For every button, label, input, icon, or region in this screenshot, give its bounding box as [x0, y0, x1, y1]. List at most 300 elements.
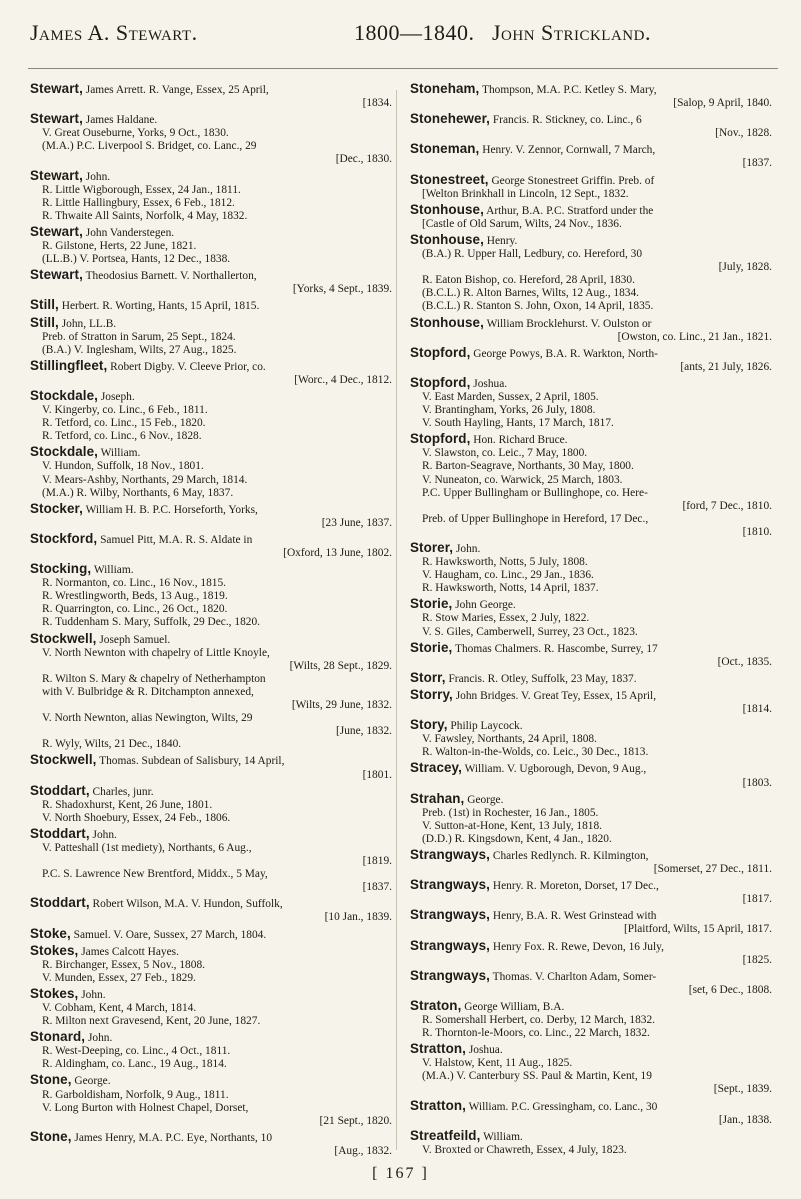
entry-line: R. Thwaite All Saints, Norfolk, 4 May, 1832. — [42, 209, 248, 222]
entry-text: George Stonestreet Griffin. Preb. of — [491, 174, 655, 187]
entry-first-line — [30, 562, 398, 577]
header-rule — [28, 68, 778, 69]
entry-text: Charles, junr. — [92, 785, 154, 798]
entry-surname: Storie, — [410, 596, 453, 612]
register-entry — [410, 82, 778, 110]
register-entry — [410, 346, 778, 374]
entry-line: (B.C.L.) R. Stanton S. John, Oxon, 14 April, 1835. — [422, 300, 654, 313]
entry-text: Henry. V. Zennor, Cornwall, 7 March, — [482, 144, 656, 157]
left-column — [30, 82, 398, 1157]
entry-first-line — [410, 316, 778, 331]
register-entry — [410, 1099, 778, 1127]
register-entry — [30, 562, 398, 629]
entry-line: V. Mears-Ashby, Northants, 29 March, 1814. — [42, 473, 248, 486]
register-entry — [30, 169, 398, 223]
entry-line: R. Walton-in-the-Wolds, co. Leic., 30 Dec., 1813. — [422, 746, 649, 759]
entry-text: John. — [87, 1032, 113, 1045]
entry-line: (M.A.) P.C. Liverpool S. Bridget, co. Lanc., 29 — [42, 140, 257, 153]
entry-line: R. Somershall Herbert, co. Derby, 12 March, 1832. — [422, 1014, 656, 1026]
entry-first-line — [410, 761, 778, 776]
entry-text: James Haldane. — [85, 114, 158, 127]
entry-surname: Straton, — [410, 997, 462, 1013]
entry-continuation: [Owston, co. Linc., 21 Jan., 1821. — [617, 330, 772, 343]
entry-surname: Stratton, — [410, 1041, 466, 1057]
register-entry — [30, 112, 398, 166]
entry-line: R. Aldingham, co. Lanc., 19 Aug., 1814. — [42, 1058, 227, 1071]
entry-surname: Stoddart, — [30, 825, 90, 841]
entry-text: Thomas. V. Charlton Adam, Somer- — [492, 970, 657, 983]
entry-text: James Calcott Hayes. — [81, 945, 179, 958]
entry-continuation: [1834. — [362, 97, 392, 110]
entry-surname: Stoke, — [30, 925, 71, 941]
register-entry — [30, 298, 398, 313]
register-entry — [410, 233, 778, 314]
entry-continuation: [Wilts, 28 Sept., 1829. — [289, 659, 392, 672]
entry-first-line — [30, 632, 398, 647]
entry-text: Joshua. — [473, 377, 508, 390]
entry-text: Francis. R. Stickney, co. Linc., 6 — [492, 114, 642, 127]
entry-continuation: [1810. — [742, 525, 772, 538]
register-entry — [30, 359, 398, 387]
entry-line: (B.A.) R. Upper Hall, Ledbury, co. Hereford, 30 — [422, 248, 643, 261]
entry-text: William. — [100, 447, 141, 460]
entry-text: Thompson, M.A. P.C. Ketley S. Mary, — [482, 84, 657, 96]
entry-first-line — [30, 389, 398, 404]
entry-first-line — [410, 641, 778, 656]
entry-text: Robert Digby. V. Cleeve Prior, co. — [110, 360, 266, 373]
entry-line: V. South Hayling, Hants, 17 March, 1817. — [422, 417, 614, 430]
entry-line: P.C. Upper Bullingham or Bullinghope, co. Here- — [422, 486, 648, 499]
entry-surname: Strangways, — [410, 967, 490, 983]
entry-line: V. Kingerby, co. Linc., 6 Feb., 1811. — [42, 404, 208, 417]
entry-first-line — [410, 432, 778, 447]
register-entry — [30, 896, 398, 924]
entry-surname: Storr, — [410, 669, 446, 685]
entry-first-line — [30, 316, 398, 331]
entry-first-line — [30, 896, 398, 911]
entry-continuation: [Wilts, 29 June, 1832. — [291, 699, 392, 712]
entry-line: V. Halstow, Kent, 11 Aug., 1825. — [422, 1057, 573, 1070]
entry-line: R. Hawksworth, Notts, 5 July, 1808. — [422, 556, 588, 569]
entry-continuation: [1817. — [742, 893, 772, 906]
entry-first-line — [410, 1129, 778, 1144]
entry-continuation: [July, 1828. — [718, 261, 772, 274]
entry-continuation: [Aug., 1832. — [334, 1144, 392, 1157]
entry-continuation: [10 Jan., 1839. — [324, 911, 392, 924]
entry-surname: Stockford, — [30, 530, 98, 546]
entry-text: William Brocklehurst. V. Oulston or — [486, 317, 652, 330]
register-entry — [30, 532, 398, 560]
entry-first-line — [410, 233, 778, 248]
entry-surname: Still, — [30, 297, 59, 313]
entry-surname: Storie, — [410, 639, 453, 655]
entry-continuation: [Worc., 4 Dec., 1812. — [294, 373, 392, 386]
entry-first-line — [30, 1073, 398, 1088]
entry-line: V. Nuneaton, co. Warwick, 25 March, 1803. — [422, 473, 623, 486]
entry-surname: Stokes, — [30, 985, 79, 1001]
entry-first-line — [410, 792, 778, 807]
header-center: 1800—1840. — [354, 20, 475, 45]
entry-text: Thomas. Subdean of Salisbury, 14 April, — [99, 755, 285, 768]
entry-surname: Stewart, — [30, 223, 83, 239]
entry-surname: Stone, — [30, 1072, 72, 1088]
entry-line: V. North Shoebury, Essex, 24 Feb., 1806. — [42, 811, 231, 824]
column-divider — [396, 90, 397, 1150]
header-right: John Strickland. — [492, 20, 651, 45]
entry-first-line — [30, 753, 398, 768]
entry-first-line — [410, 688, 778, 703]
register-entry — [30, 944, 398, 985]
entry-continuation: [Oct., 1835. — [717, 655, 772, 668]
entry-text: Joshua. — [468, 1044, 503, 1057]
entry-text: Henry. — [486, 234, 518, 247]
entry-line: R. Quarrington, co. Linc., 26 Oct., 1820. — [42, 603, 228, 616]
entry-line: R. Eaton Bishop, co. Hereford, 28 April, 1830. — [422, 274, 635, 287]
entry-surname: Stratton, — [410, 1097, 466, 1113]
entry-continuation: [Sept., 1839. — [713, 1083, 772, 1096]
register-entry — [410, 173, 778, 201]
entry-line: R. Thornton-le-Moors, co. Linc., 22 March, 1832. — [422, 1027, 650, 1040]
entry-text: Arthur, B.A. P.C. Stratford under the — [486, 204, 654, 217]
entry-text: Hon. Richard Bruce. — [473, 434, 568, 447]
register-entry — [30, 753, 398, 781]
register-entry — [410, 203, 778, 231]
entry-first-line — [410, 878, 778, 893]
register-entry — [30, 268, 398, 296]
entry-continuation: [1837. — [362, 881, 392, 894]
entry-surname: Story, — [410, 717, 448, 733]
running-head — [0, 12, 801, 52]
entry-continuation: [ford, 7 Dec., 1810. — [682, 499, 772, 512]
entry-text: William. V. Ugborough, Devon, 9 Aug., — [464, 763, 647, 776]
entry-line: R. West-Deeping, co. Linc., 4 Oct., 1811. — [42, 1045, 231, 1058]
entry-first-line — [30, 298, 398, 313]
entry-first-line — [410, 718, 778, 733]
register-entry — [30, 1030, 398, 1071]
entry-line: R. Stow Maries, Essex, 2 July, 1822. — [422, 612, 590, 625]
entry-line: R. Shadoxhurst, Kent, 26 June, 1801. — [42, 798, 213, 811]
entry-text: George William, B.A. — [464, 1000, 565, 1013]
entry-continuation: [Nov., 1828. — [715, 127, 772, 140]
entry-surname: Still, — [30, 314, 59, 330]
entry-line: (M.A.) V. Canterbury SS. Paul & Martin, Kent, 19 — [422, 1070, 652, 1083]
register-entry — [410, 688, 778, 716]
entry-surname: Stopford, — [410, 344, 471, 360]
entry-continuation: [Salop, 9 April, 1840. — [673, 97, 772, 110]
entry-line: R. Little Hallingbury, Essex, 6 Feb., 1812. — [42, 196, 235, 209]
entry-line: Preb. of Upper Bullinghope in Hereford, 17 Dec., — [422, 512, 649, 525]
entry-surname: Stocking, — [30, 561, 92, 577]
register-entry — [410, 878, 778, 906]
entry-surname: Stonhouse, — [410, 201, 484, 217]
entry-line: V. North Newnton with chapelry of Little Knoyle, — [42, 646, 270, 659]
entry-surname: Stockwell, — [30, 752, 97, 768]
entry-line: V. Long Burton with Holnest Chapel, Dorset, — [42, 1101, 249, 1114]
entry-surname: Stone, — [30, 1128, 72, 1144]
entry-line: R. Tetford, co. Linc., 15 Feb., 1820. — [42, 417, 206, 430]
register-entry — [30, 389, 398, 443]
entry-text: John Vanderstegen. — [85, 226, 175, 239]
entry-continuation: [Oxford, 13 June, 1802. — [283, 547, 392, 559]
right-column — [410, 82, 778, 1157]
entry-surname: Streatfeild, — [410, 1127, 481, 1143]
entry-first-line — [410, 203, 778, 218]
entry-surname: Stracey, — [410, 760, 462, 776]
register-entry — [30, 82, 398, 110]
entry-surname: Stoneman, — [410, 141, 480, 157]
entry-text: George. — [467, 793, 504, 806]
entry-first-line — [410, 908, 778, 923]
entry-line: Preb. (1st) in Rochester, 16 Jan., 1805. — [422, 806, 599, 819]
entry-first-line — [410, 939, 778, 954]
entry-continuation: [Somerset, 27 Dec., 1811. — [653, 863, 772, 876]
entry-line: R. Birchanger, Essex, 5 Nov., 1808. — [42, 958, 205, 971]
entry-continuation: [23 June, 1837. — [321, 516, 392, 529]
entry-line: R. Wrestlingworth, Beds, 13 Aug., 1819. — [42, 590, 228, 603]
entry-line: V. Slawston, co. Leic., 7 May, 1800. — [422, 447, 588, 460]
entry-text: William. — [93, 564, 134, 577]
entry-line: R. Barton-Seagrave, Northants, 30 May, 1800. — [422, 460, 634, 473]
entry-continuation: [ants, 21 July, 1826. — [680, 360, 772, 373]
entry-continuation: [1814. — [742, 703, 772, 716]
entry-line: V. S. Giles, Camberwell, Surrey, 23 Oct., 1823. — [422, 625, 638, 638]
entry-line: V. Fawsley, Northants, 24 April, 1808. — [422, 733, 597, 746]
entry-first-line — [410, 1042, 778, 1057]
entry-first-line — [410, 848, 778, 863]
register-entry — [410, 792, 778, 846]
entry-line: V. Haugham, co. Linc., 29 Jan., 1836. — [422, 569, 594, 582]
entry-first-line — [410, 999, 778, 1014]
entry-line: V. Hundon, Suffolk, 18 Nov., 1801. — [42, 460, 204, 473]
entry-first-line — [30, 169, 398, 184]
entry-text: Philip Laycock. — [450, 720, 523, 733]
entry-first-line — [410, 1099, 778, 1114]
entry-surname: Stewart, — [30, 82, 83, 96]
register-entry — [410, 718, 778, 759]
register-entry — [30, 632, 398, 752]
entry-first-line — [30, 927, 398, 942]
entry-surname: Strangways, — [410, 937, 490, 953]
register-entry — [410, 641, 778, 669]
entry-text: John. — [81, 988, 106, 1001]
entry-continuation: [1837. — [742, 157, 772, 170]
register-entry — [410, 939, 778, 967]
entry-line: V. Great Ouseburne, Yorks, 9 Oct., 1830. — [42, 127, 229, 140]
entry-line: V. East Marden, Sussex, 2 April, 1805. — [422, 390, 599, 403]
register-entry — [30, 445, 398, 499]
entry-line: R. Tetford, co. Linc., 6 Nov., 1828. — [42, 430, 202, 443]
entry-first-line — [30, 82, 398, 97]
entry-line: V. Brantingham, Yorks, 26 July, 1808. — [422, 404, 596, 417]
entry-continuation: [1803. — [742, 776, 772, 789]
entry-continuation: [set, 6 Dec., 1808. — [688, 983, 772, 996]
entry-surname: Stoddart, — [30, 895, 90, 911]
entry-surname: Stonehewer, — [410, 111, 490, 127]
entry-continuation: [Jan., 1838. — [718, 1113, 772, 1126]
entry-surname: Stockdale, — [30, 387, 98, 403]
entry-first-line — [30, 1130, 398, 1145]
entry-text: James Henry, M.A. P.C. Eye, Northants, 10 — [74, 1131, 273, 1144]
entry-first-line — [30, 359, 398, 374]
register-entry — [410, 432, 778, 539]
entry-continuation: [21 Sept., 1820. — [319, 1114, 392, 1127]
entry-text: Robert Wilson, M.A. V. Hundon, Suffolk, — [92, 898, 283, 911]
entry-text: Francis. R. Otley, Suffolk, 23 May, 1837. — [448, 672, 637, 685]
entry-text: Samuel Pitt, M.A. R. S. Aldate in — [100, 533, 253, 546]
entry-line: (B.C.L.) R. Alton Barnes, Wilts, 12 Aug., 1834. — [422, 287, 640, 300]
register-entry — [410, 908, 778, 936]
entry-text: Theodosius Barnett. V. Northallerton, — [85, 270, 257, 283]
entry-first-line — [410, 142, 778, 157]
entry-first-line — [410, 173, 778, 188]
entry-text: Samuel. V. Oare, Sussex, 27 March, 1804. — [73, 928, 267, 941]
entry-surname: Stoneham, — [410, 82, 480, 96]
entry-line: (M.A.) R. Wilby, Northants, 6 May, 1837. — [42, 486, 234, 499]
entry-first-line — [410, 969, 778, 984]
entry-line: [Welton Brinkhall in Lincoln, 12 Sept., 1832. — [422, 187, 629, 200]
register-entry — [30, 1130, 398, 1157]
entry-first-line — [30, 445, 398, 460]
register-entry — [410, 848, 778, 876]
entry-text: John. — [92, 828, 117, 841]
entry-surname: Stonhouse, — [410, 314, 484, 330]
entry-line: Preb. of Stratton in Sarum, 25 Sept., 1824. — [42, 330, 236, 343]
entry-text: Henry. R. Moreton, Dorset, 17 Dec., — [492, 880, 659, 893]
register-entry — [410, 999, 778, 1040]
entry-line: V. Broxted or Chawreth, Essex, 4 July, 1823. — [422, 1143, 627, 1156]
entry-text: Henry, B.A. R. West Grinstead with — [492, 910, 657, 923]
entry-surname: Storer, — [410, 540, 454, 555]
entry-first-line — [30, 268, 398, 283]
entry-line: V. Sutton-at-Hone, Kent, 13 July, 1818. — [422, 819, 603, 832]
entry-text: Joseph Samuel. — [99, 633, 171, 646]
entry-text: William H. B. P.C. Horseforth, Yorks, — [85, 503, 258, 516]
entry-surname: Stockwell, — [30, 630, 97, 646]
entry-line: V. Munden, Essex, 27 Feb., 1829. — [42, 971, 196, 984]
register-entry — [410, 142, 778, 170]
entry-line: R. Tuddenham S. Mary, Suffolk, 29 Dec., 1820. — [42, 616, 261, 629]
entry-text: John, LL.B. — [61, 317, 117, 330]
entry-line: R. Milton next Gravesend, Kent, 20 June, 1827. — [42, 1015, 261, 1028]
entry-surname: Stocker, — [30, 500, 83, 516]
entry-first-line — [30, 1030, 398, 1045]
entry-line: R. Garboldisham, Norfolk, 9 Aug., 1811. — [42, 1088, 229, 1101]
register-entry — [30, 927, 398, 942]
entry-line: (LL.B.) V. Portsea, Hants, 12 Dec., 1838. — [42, 253, 231, 266]
entry-first-line — [410, 346, 778, 361]
entry-line: R. Hawksworth, Notts, 14 April, 1837. — [422, 582, 599, 595]
register-entry — [30, 784, 398, 825]
register-entry — [410, 112, 778, 140]
entry-text: William. P.C. Gressingham, co. Lanc., 30 — [468, 1100, 658, 1113]
entry-surname: Strahan, — [410, 790, 465, 806]
page-number: [ 167 ] — [372, 1165, 429, 1182]
entry-text: John. — [85, 170, 111, 183]
entry-text: Thomas Chalmers. R. Hascombe, Surrey, 17 — [455, 642, 658, 655]
entry-first-line — [410, 671, 778, 686]
entry-first-line — [30, 225, 398, 240]
register-entry — [410, 969, 778, 997]
entry-text: James Arrett. R. Vange, Essex, 25 April, — [85, 84, 269, 96]
entry-continuation: [Plaitford, Wilts, 15 April, 1817. — [623, 923, 772, 936]
entry-text: Charles Redlynch. R. Kilmington, — [492, 849, 649, 862]
entry-surname: Stewart, — [30, 167, 83, 183]
entry-line: V. Patteshall (1st mediety), Northants, 6 Aug., — [42, 841, 252, 854]
register-entry — [410, 597, 778, 638]
entry-first-line — [30, 532, 398, 547]
entry-first-line — [410, 541, 778, 556]
entry-first-line — [30, 944, 398, 959]
entry-text: George. — [74, 1075, 111, 1088]
entry-line: P.C. S. Lawrence New Brentford, Middx., 5 May, — [42, 868, 268, 881]
entry-text: William. — [483, 1130, 523, 1143]
register-entry — [410, 761, 778, 789]
entry-surname: Stillingfleet, — [30, 357, 108, 373]
entry-text: Joseph. — [100, 390, 135, 403]
entry-surname: Stewart, — [30, 267, 83, 283]
register-entry — [410, 541, 778, 595]
entry-text: Henry Fox. R. Rewe, Devon, 16 July, — [492, 940, 664, 953]
entry-first-line — [30, 502, 398, 517]
header-left: James A. Stewart. — [30, 20, 198, 45]
entry-line: R. Little Wigborough, Essex, 24 Jan., 1811. — [42, 183, 241, 196]
entry-text: John. — [455, 543, 481, 555]
entry-continuation: [Yorks, 4 Sept., 1839. — [292, 283, 392, 296]
entry-first-line — [30, 784, 398, 799]
entry-line: (D.D.) R. Kingsdown, Kent, 4 Jan., 1820. — [422, 832, 612, 845]
entry-text: John Bridges. V. Great Tey, Essex, 15 April, — [455, 689, 657, 702]
entry-first-line — [30, 987, 398, 1002]
register-entry — [410, 316, 778, 344]
entry-continuation: [Dec., 1830. — [335, 153, 392, 166]
register-entry — [30, 827, 398, 894]
entry-line: R. Normanton, co. Linc., 16 Nov., 1815. — [42, 577, 227, 590]
register-entry — [410, 1129, 778, 1157]
entry-surname: Stonestreet, — [410, 171, 489, 187]
entry-text: Herbert. R. Worting, Hants, 15 April, 1815. — [61, 300, 260, 313]
entry-line: [Castle of Old Sarum, Wilts, 24 Nov., 1836. — [422, 217, 622, 230]
entry-line: V. Cobham, Kent, 4 March, 1814. — [42, 1002, 197, 1014]
entry-first-line — [30, 827, 398, 842]
entry-first-line — [410, 112, 778, 127]
entry-line: R. Wyly, Wilts, 21 Dec., 1840. — [42, 738, 182, 751]
register-entry — [30, 987, 398, 1028]
register-entry — [30, 502, 398, 530]
register-entry — [30, 225, 398, 266]
register-entry — [410, 376, 778, 430]
register-entry — [30, 316, 398, 357]
entry-surname: Strangways, — [410, 846, 490, 862]
entry-continuation: [1825. — [742, 953, 772, 966]
entry-surname: Strangways, — [410, 877, 490, 893]
register-entry — [30, 1073, 398, 1127]
entry-first-line — [410, 82, 778, 97]
entry-first-line — [30, 112, 398, 127]
entry-first-line — [410, 376, 778, 391]
entry-line: (B.A.) V. Inglesham, Wilts, 27 Aug., 1825. — [42, 343, 237, 356]
register-entry — [410, 1042, 778, 1096]
entry-continuation: [1819. — [362, 855, 392, 868]
entry-surname: Stonhouse, — [410, 231, 484, 247]
entry-text: John George. — [455, 599, 516, 612]
entry-continuation: [June, 1832. — [336, 725, 392, 738]
entry-surname: Stockdale, — [30, 444, 98, 460]
entry-text: George Powys, B.A. R. Warkton, North- — [473, 347, 658, 360]
entry-surname: Stopford, — [410, 374, 471, 390]
entry-surname: Strangways, — [410, 907, 490, 923]
entry-continuation: [1801. — [362, 768, 392, 781]
register-entry — [410, 671, 778, 686]
